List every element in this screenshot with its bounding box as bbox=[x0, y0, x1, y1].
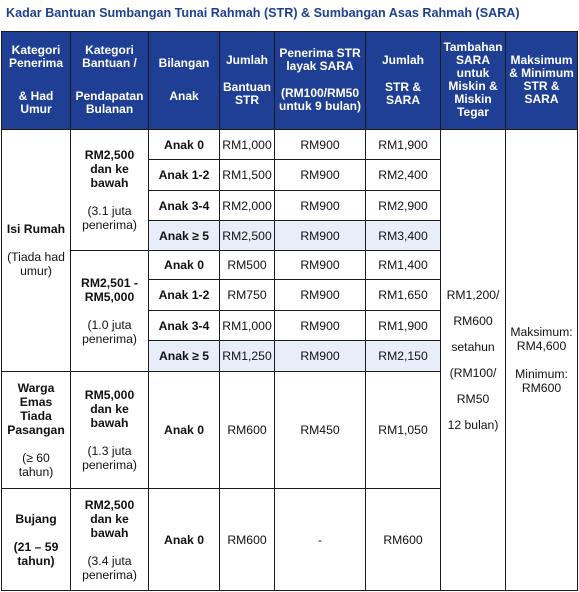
cell-jumlah: RM3,400 bbox=[366, 221, 441, 251]
page-title: Kadar Bantuan Sumbangan Tunai Rahmah (STR) & Sumbangan Asas Rahmah (SARA) bbox=[6, 6, 520, 20]
cell-sara: RM900 bbox=[275, 221, 366, 251]
cell-anak: Anak 0 bbox=[149, 129, 220, 160]
header-kategori-penerima: Kategori Penerima & Had Umur bbox=[2, 32, 71, 130]
cell-bantuan-str: RM1,250 bbox=[220, 341, 275, 372]
table-row bbox=[2, 129, 578, 160]
header-bilangan-anak: Bilangan Anak bbox=[149, 32, 220, 130]
cell-sara: RM900 bbox=[275, 250, 366, 280]
cell-anak: Anak ≥ 5 bbox=[149, 341, 220, 372]
header-kategori-bantuan: Kategori Bantuan / Pendapatan Bulanan bbox=[71, 32, 149, 130]
header-jumlah-bantuan: Jumlah Bantuan STR bbox=[220, 32, 275, 130]
cell-sara: RM900 bbox=[275, 160, 366, 191]
cell-kategori-isi-rumah: Isi Rumah (Tiada had umur) bbox=[2, 129, 71, 371]
cell-kategori-warga-emas: Warga Emas Tiada Pasangan (≥ 60 tahun) bbox=[2, 371, 71, 488]
cell-jumlah: RM1,400 bbox=[366, 250, 441, 280]
cell-bantuan-str: RM1,000 bbox=[220, 129, 275, 160]
cell-sara: RM450 bbox=[275, 371, 366, 488]
cell-income-bujang: RM2,500 dan ke bawah (3.4 juta penerima) bbox=[71, 489, 149, 591]
header-maksimum-minimum: Maksimum & Minimum STR & SARA bbox=[506, 32, 578, 130]
cell-jumlah: RM2,900 bbox=[366, 190, 441, 221]
cell-income-warga-emas: RM5,000 dan ke bawah (1.3 juta penerima) bbox=[71, 371, 149, 488]
cell-bantuan-str: RM600 bbox=[220, 489, 275, 591]
cell-jumlah: RM2,150 bbox=[366, 341, 441, 372]
cell-anak: Anak 0 bbox=[149, 489, 220, 591]
cell-anak: Anak 1-2 bbox=[149, 280, 220, 311]
cell-income-band-2: RM2,501 - RM5,000 (1.0 juta penerima) bbox=[71, 250, 149, 371]
header-penerima-sara: Penerima STR layak SARA (RM100/RM50 untuk 9 bulan) bbox=[275, 32, 366, 130]
cell-anak: Anak 0 bbox=[149, 250, 220, 280]
cell-sara: RM900 bbox=[275, 280, 366, 311]
cell-jumlah: RM1,900 bbox=[366, 129, 441, 160]
cell-sara: RM900 bbox=[275, 129, 366, 160]
cell-kategori-bujang: Bujang (21 – 59 tahun) bbox=[2, 489, 71, 591]
cell-jumlah: RM1,900 bbox=[366, 310, 441, 341]
cell-bantuan-str: RM2,500 bbox=[220, 221, 275, 251]
cell-jumlah: RM1,650 bbox=[366, 280, 441, 311]
header-tambahan-sara: Tambahan SARA untuk Miskin & Miskin Tegar bbox=[441, 32, 506, 130]
cell-anak: Anak ≥ 5 bbox=[149, 221, 220, 251]
cell-bantuan-str: RM600 bbox=[220, 371, 275, 488]
cell-jumlah: RM2,400 bbox=[366, 160, 441, 191]
cell-sara: RM900 bbox=[275, 190, 366, 221]
cell-bantuan-str: RM2,000 bbox=[220, 190, 275, 221]
cell-income-band-1: RM2,500 dan ke bawah (3.1 juta penerima) bbox=[71, 129, 149, 250]
header-row bbox=[2, 32, 578, 130]
cell-anak: Anak 3-4 bbox=[149, 190, 220, 221]
header-jumlah-str-sara: Jumlah STR & SARA bbox=[366, 32, 441, 130]
cell-sara: RM900 bbox=[275, 310, 366, 341]
cell-anak: Anak 3-4 bbox=[149, 310, 220, 341]
cell-sara: RM900 bbox=[275, 341, 366, 372]
cell-tambahan-sara: RM1,200/ RM600 setahun (RM100/ RM50 12 bulan) bbox=[441, 129, 506, 590]
cell-anak: Anak 1-2 bbox=[149, 160, 220, 191]
cell-bantuan-str: RM1,500 bbox=[220, 160, 275, 191]
cell-anak: Anak 0 bbox=[149, 371, 220, 488]
cell-bantuan-str: RM750 bbox=[220, 280, 275, 311]
cell-sara: - bbox=[275, 489, 366, 591]
cell-bantuan-str: RM500 bbox=[220, 250, 275, 280]
cell-jumlah: RM1,050 bbox=[366, 371, 441, 488]
cell-jumlah: RM600 bbox=[366, 489, 441, 591]
cell-bantuan-str: RM1,000 bbox=[220, 310, 275, 341]
aid-rate-table bbox=[1, 31, 578, 591]
cell-maksimum-minimum: Maksimum: RM4,600 Minimum: RM600 bbox=[506, 129, 578, 590]
